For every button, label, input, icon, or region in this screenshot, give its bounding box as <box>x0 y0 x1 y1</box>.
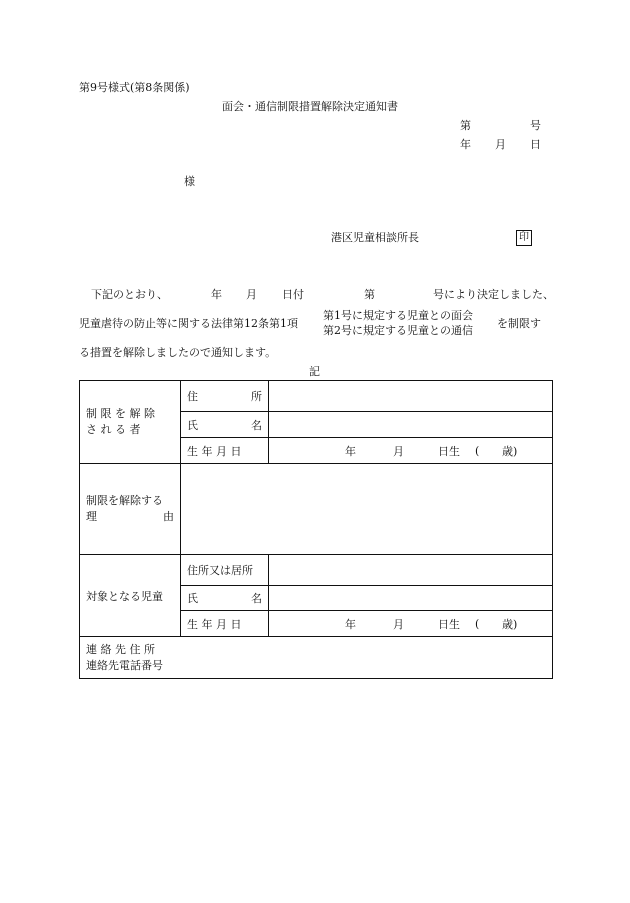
date-day-label: 日 <box>530 138 541 151</box>
child-dob-label: 生 年 月 日 <box>187 617 242 631</box>
issuer-name: 港区児童相談所長 <box>331 231 419 244</box>
date-year-label: 年 <box>460 138 471 151</box>
dob-age: 歳) <box>502 444 518 458</box>
child-dob-age: 歳) <box>502 617 518 631</box>
name-label-cell <box>181 412 269 438</box>
body-line2-prefix: 児童虐待の防止等に関する法律第12条第1項 <box>79 317 298 330</box>
body-line1-suffix: 号により決定しました、 <box>433 288 554 301</box>
child-dob-day: 日生 <box>438 617 460 631</box>
dob-month: 月 <box>393 444 404 458</box>
notice-form-table <box>79 380 553 679</box>
number-label-suffix: 号 <box>530 119 541 132</box>
reason-header-line2b: 由 <box>163 510 174 523</box>
body-line2-option2: 第2号に規定する児童との通信 <box>323 324 473 337</box>
contact-field[interactable] <box>80 637 553 679</box>
child-name-field[interactable] <box>269 586 553 611</box>
child-address-label-cell <box>181 555 269 586</box>
restricted-person-name-field[interactable] <box>269 412 553 438</box>
address-label-b: 所 <box>251 390 262 403</box>
child-header-label: 対象となる児童 <box>86 589 163 603</box>
restricted-person-dob-field[interactable] <box>269 438 553 464</box>
dob-year: 年 <box>345 444 356 458</box>
child-dob-year: 年 <box>345 617 356 631</box>
restricted-person-header <box>80 381 181 464</box>
child-dob-label-cell <box>181 611 269 637</box>
restricted-person-header-line2: さ れ る 者 <box>86 423 141 436</box>
child-name-label-cell <box>181 586 269 611</box>
number-label-prefix: 第 <box>460 119 471 132</box>
child-name-label-b: 名 <box>251 592 262 605</box>
child-address-label: 住所又は居所 <box>187 564 253 577</box>
dob-label: 生 年 月 日 <box>187 444 242 458</box>
dob-open-paren: ( <box>475 444 480 457</box>
restricted-person-header-line1: 制 限 を 解 除 <box>86 407 155 420</box>
document-title: 面会・通信制限措置解除決定通知書 <box>222 100 398 113</box>
date-month-label: 月 <box>495 138 506 151</box>
body-line3: る措置を解除しましたので通知します。 <box>79 346 277 359</box>
recipient-honorific: 様 <box>184 175 195 188</box>
body-line1-day: 日付 <box>282 288 304 301</box>
body-line1-year: 年 <box>211 288 222 301</box>
restricted-person-address-field[interactable] <box>269 381 553 412</box>
ki-heading: 記 <box>309 365 320 378</box>
child-dob-field[interactable] <box>269 611 553 637</box>
body-line2-option1: 第1号に規定する児童との面会 <box>323 309 473 322</box>
form-number: 第9号様式(第8条関係) <box>79 81 190 94</box>
child-name-label-a: 氏 <box>187 592 198 605</box>
body-line1-month: 月 <box>246 288 257 301</box>
name-label-b: 名 <box>251 418 262 432</box>
seal-mark: 印 <box>516 230 532 246</box>
reason-header-line1: 制限を解除する <box>86 494 163 507</box>
contact-address-label: 連 絡 先 住 所 <box>86 642 155 656</box>
reason-header <box>80 464 181 555</box>
reason-header-line2a: 理 <box>86 510 97 523</box>
address-label-a: 住 <box>187 390 198 403</box>
child-address-field[interactable] <box>269 555 553 586</box>
body-line1-prefix: 下記のとおり、 <box>91 288 168 301</box>
contact-phone-label: 連絡先電話番号 <box>86 658 163 672</box>
body-line1-dai: 第 <box>364 288 375 301</box>
body-line2-suffix: を制限す <box>497 317 541 330</box>
dob-label-cell <box>181 438 269 464</box>
reason-field[interactable] <box>181 464 553 555</box>
child-dob-month: 月 <box>393 617 404 631</box>
address-label-cell <box>181 381 269 412</box>
child-header <box>80 555 181 637</box>
dob-day: 日生 <box>438 444 460 458</box>
child-dob-open-paren: ( <box>475 617 480 630</box>
name-label-a: 氏 <box>187 418 198 432</box>
